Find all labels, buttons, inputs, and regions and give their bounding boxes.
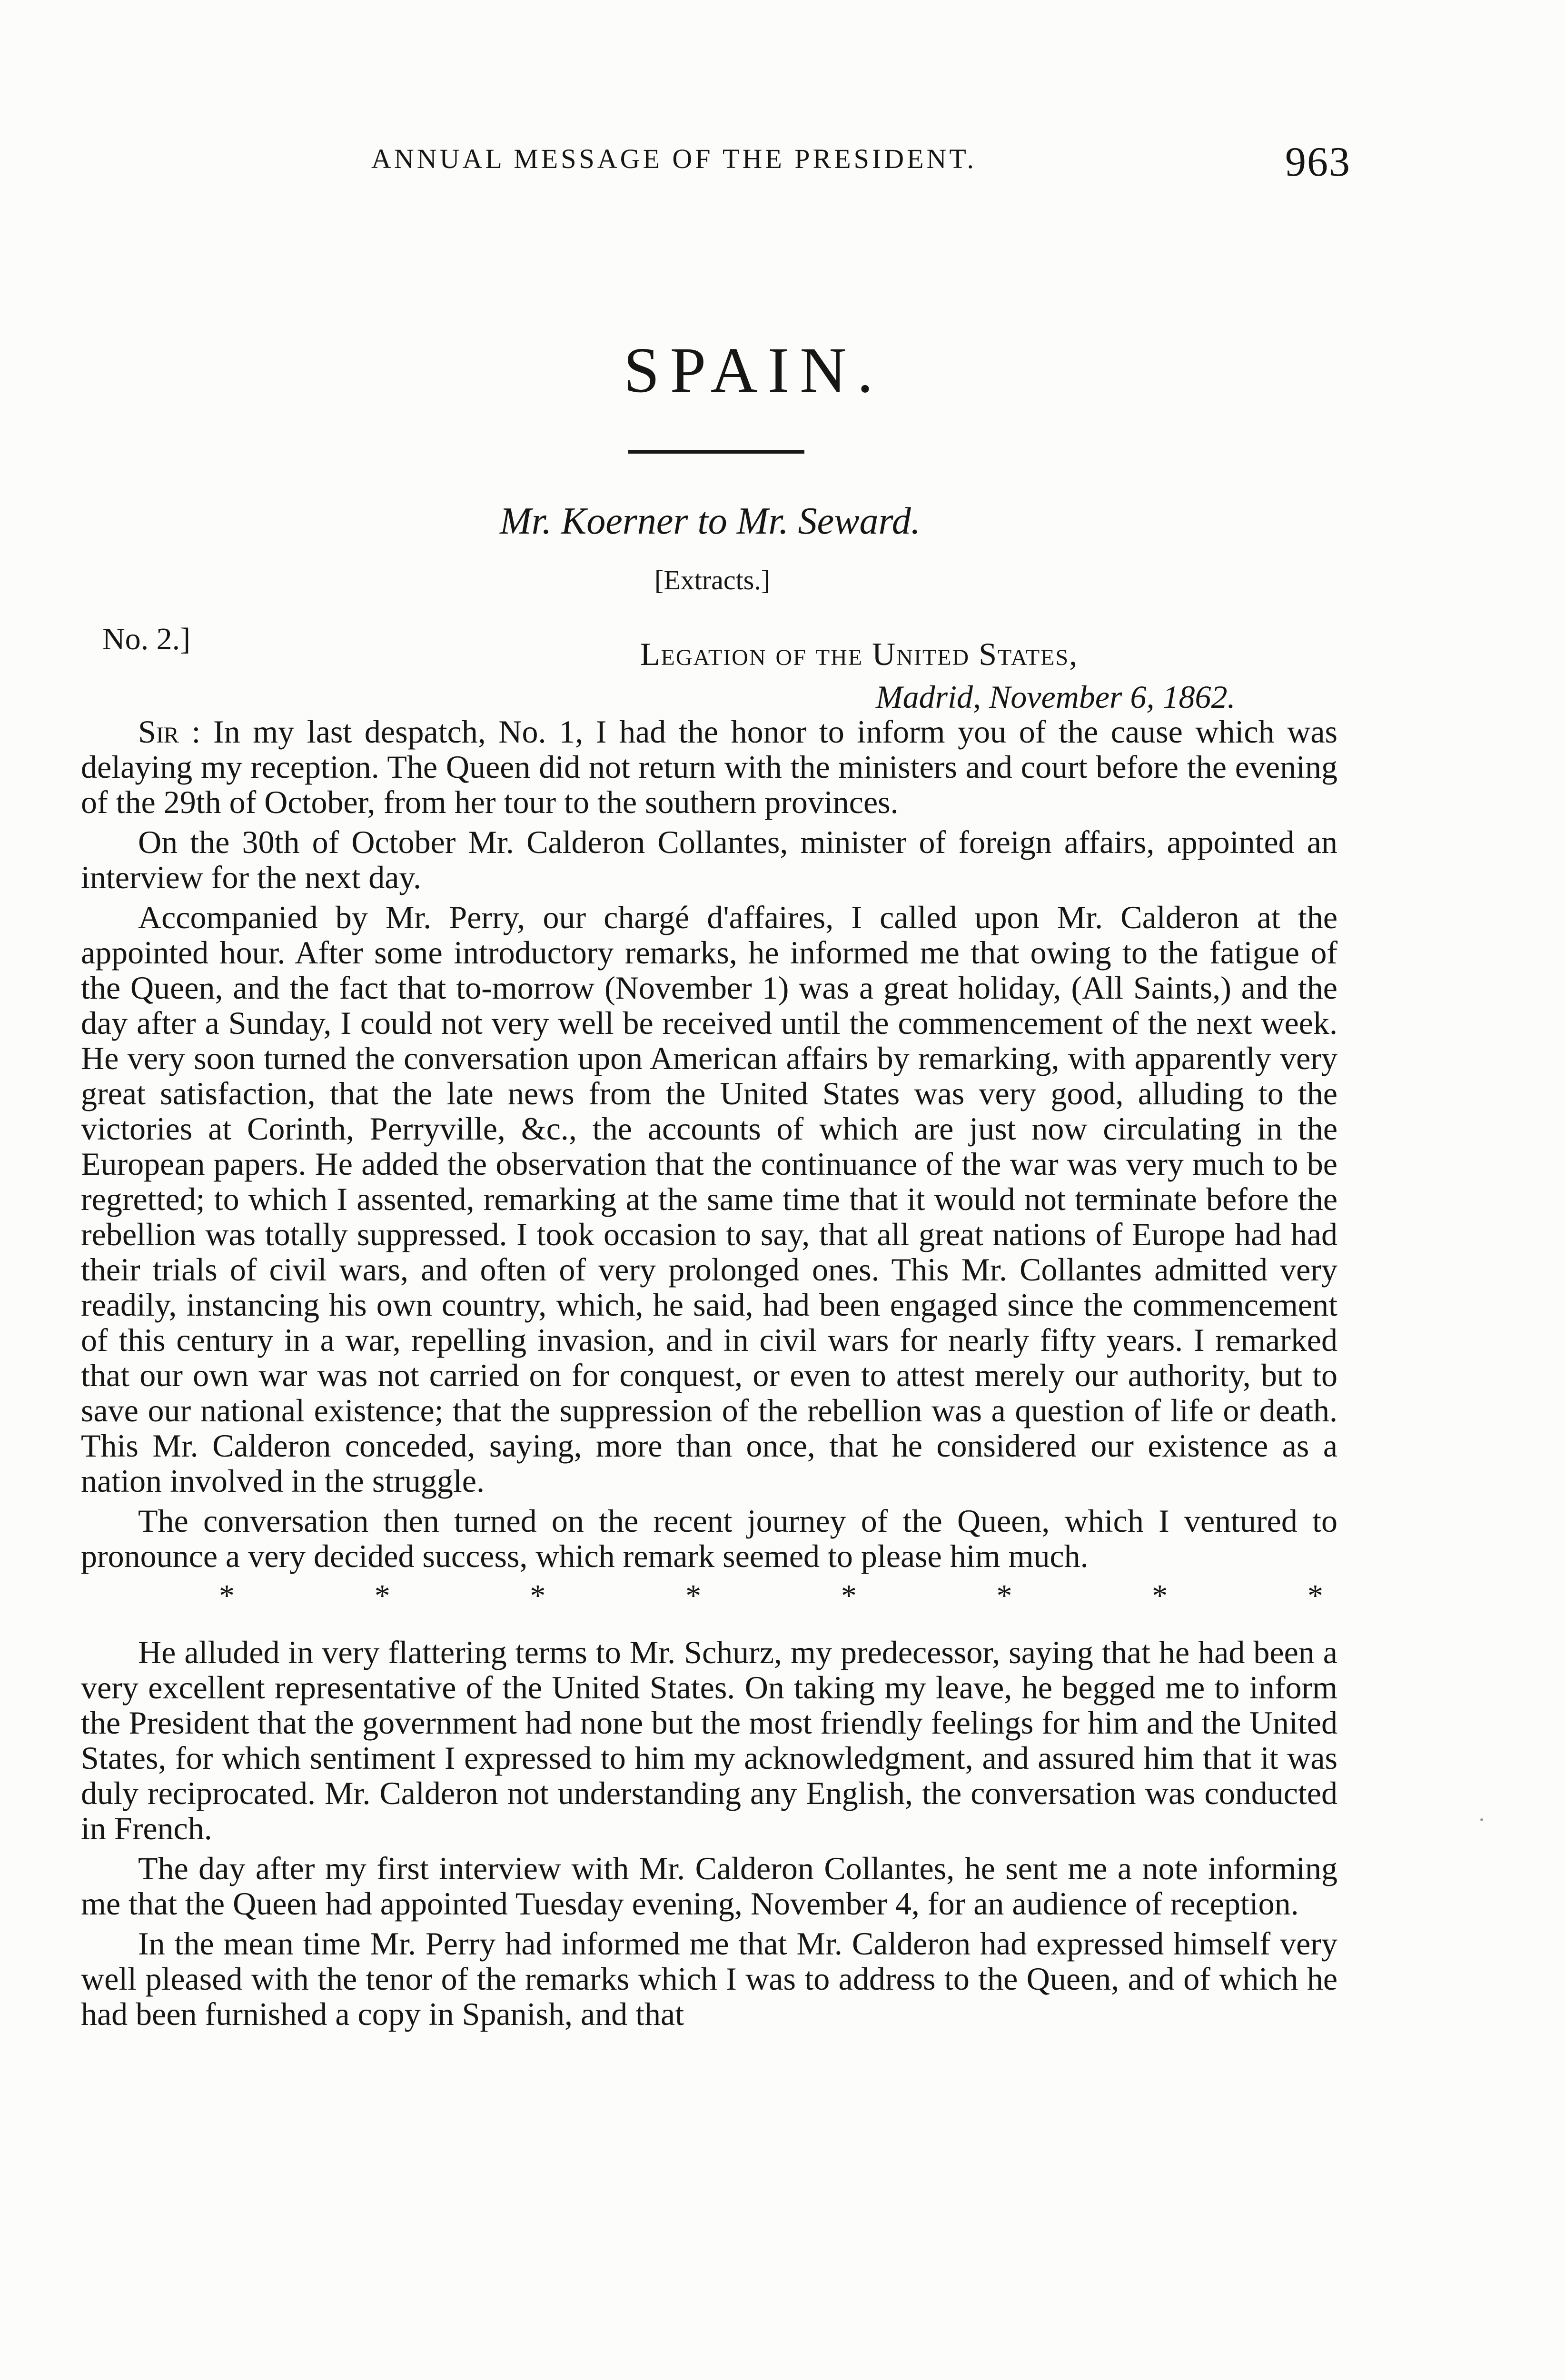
asterisk: * bbox=[530, 1578, 546, 1613]
paragraph: Accompanied by Mr. Perry, our chargé d'affaires, I called upon Mr. Calderon at the appointed hour. After some introductory remarks, he informed me that owing to the fatigue of the Queen, and the fact that to-morrow (November 1) was a great holiday, (All Saints,) and the day after a Sunday, I could not very well be received until the commencement of the next week. He very soon turned the conversation upon American affairs by remarking, with apparently very great satisfaction, that the late news from the United States was very good, alluding to the victories at Corinth, Perryville, &c., the accounts of which are just now circulating in the European papers. He added the observation that the continuance of the war was very much to be regretted; to which I assented, remarking at the same time that it would not terminate before the rebellion was totally suppressed. I took occasion to say, that all great nations of Europe had had their trials of civil wars, and often of very prolonged ones. This Mr. Collantes admitted very readily, instancing his own country, which, he said, had been engaged since the commencement of this century in a war, repelling invasion, and in civil wars for nearly fifty years. I remarked that our own war was not carried on for conquest, or even to attest merely our authority, but to save our national existence; that the suppression of the rebellion was a question of life or death. This Mr. Calderon conceded, saying, more than once, that he considered our existence as a nation involved in the struggle. bbox=[81, 899, 1337, 1499]
place-date: Madrid, November 6, 1862. bbox=[876, 679, 1236, 715]
asterisk: * bbox=[219, 1578, 235, 1613]
asterisk: * bbox=[685, 1578, 702, 1613]
asterisk: * bbox=[1307, 1578, 1323, 1613]
dateline bbox=[876, 678, 1235, 716]
ink-speck bbox=[1480, 1818, 1483, 1821]
paragraph: The day after my first interview with Mr. Calderon Collantes, he sent me a note informing me that the Queen had appointed Tuesday evening, November 4, for an audience of reception. bbox=[81, 1850, 1337, 1922]
letter-body bbox=[81, 714, 1337, 2036]
document-heading: Mr. Koerner to Mr. Seward. bbox=[500, 500, 921, 542]
title-rule bbox=[628, 450, 804, 454]
paragraph bbox=[81, 714, 1337, 820]
asterisk-divider bbox=[81, 1578, 1337, 1614]
paragraph: On the 30th of October Mr. Calderon Collantes, minister of foreign affairs, appointed an interview for the next day. bbox=[81, 824, 1337, 895]
paragraph-text: In my last despatch, No. 1, I had the honor to inform you of the cause which was delaying my reception. The Queen did not return with the ministers and court before the evening of the 29th of October, from her tour to the southern provinces. bbox=[81, 714, 1337, 820]
paragraph: He alluded in very flattering terms to Mr. Schurz, my predecessor, saying that he had been a very excellent representative of the United States. On taking my leave, he begged me to inform the President that the government had none but the most friendly feelings for him and the United States, for which sentiment I expressed to him my acknowledgment, and assured him that it was duly reciprocated. Mr. Calderon not understanding any English, the conversation was conducted in French. bbox=[81, 1634, 1337, 1846]
asterisk: * bbox=[841, 1578, 857, 1613]
asterisk: * bbox=[996, 1578, 1012, 1613]
extracts-note: [Extracts.] bbox=[654, 565, 771, 595]
section-title: SPAIN. bbox=[624, 335, 884, 406]
paragraph: In the mean time Mr. Perry had informed me that Mr. Calderon had expressed himself very well pleased with the tenor of the remarks which I was to address to the Queen, and of which he had been furnished a copy in Spanish, and that bbox=[81, 1925, 1337, 2032]
document-number: No. 2.] bbox=[102, 622, 191, 656]
asterisk: * bbox=[374, 1578, 390, 1613]
asterisk: * bbox=[1152, 1578, 1168, 1613]
paragraph: The conversation then turned on the recent journey of the Queen, which I ventured to pronounce a very decided success, which remark seemed to please him much. bbox=[81, 1503, 1337, 1574]
page-number: 963 bbox=[1285, 139, 1351, 185]
salutation: Sir : bbox=[138, 714, 201, 750]
running-head: ANNUAL MESSAGE OF THE PRESIDENT. bbox=[371, 143, 977, 174]
legation-line: Legation of the United States, bbox=[640, 636, 1079, 672]
